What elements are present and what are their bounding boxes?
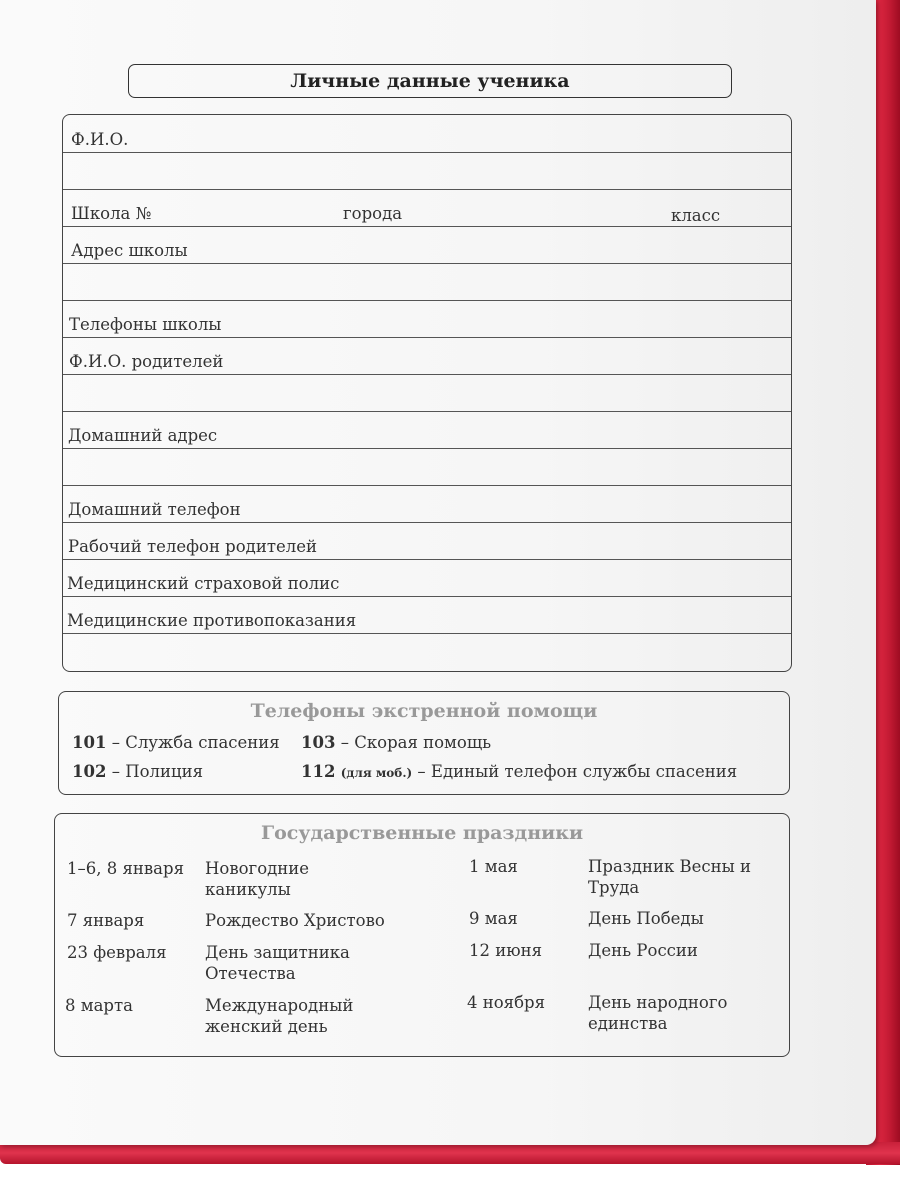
label-class: класс <box>671 206 721 225</box>
emergency-text: – Полиция <box>111 762 204 781</box>
form-line <box>63 633 791 634</box>
holiday-name: День России <box>588 941 698 960</box>
form-line <box>63 448 791 449</box>
emergency-code: 101 <box>72 733 107 752</box>
holiday-name: День народного единства <box>588 993 728 1033</box>
emergency-item <box>72 733 280 752</box>
label-city: города <box>343 204 403 223</box>
emergency-item <box>301 733 491 752</box>
emergency-item <box>301 762 737 781</box>
emergency-item <box>72 762 203 781</box>
personal-data-form <box>62 114 792 672</box>
form-line <box>63 152 791 153</box>
label-medical-contraindications: Медицинские противопоказания <box>67 611 357 630</box>
emergency-note: (для моб.) <box>340 766 413 780</box>
emergency-code: 112 <box>301 762 336 781</box>
label-home-address: Домашний адрес <box>68 426 218 445</box>
emergency-text: – Служба спасения <box>111 733 280 752</box>
label-school-address: Адрес школы <box>71 241 188 260</box>
form-line <box>63 411 791 412</box>
emergency-code: 103 <box>301 733 336 752</box>
form-line <box>63 485 791 486</box>
holidays-box <box>54 813 790 1057</box>
emergency-title: Телефоны экстренной помощи <box>250 700 598 722</box>
holiday-name: День защитника Отечества <box>205 943 350 983</box>
form-line <box>63 559 791 560</box>
holiday-name: Рождество Христово <box>205 911 385 930</box>
holiday-date: 7 января <box>67 911 145 930</box>
holiday-name: День Победы <box>588 909 704 928</box>
label-school-phones: Телефоны школы <box>69 315 222 334</box>
emergency-phones-box <box>58 691 790 795</box>
label-fio: Ф.И.О. <box>71 130 129 149</box>
holiday-date: 9 мая <box>469 909 518 928</box>
label-parents-fio: Ф.И.О. родителей <box>69 352 224 371</box>
holiday-date: 8 марта <box>65 996 133 1015</box>
emergency-text: – Единый телефон службы спасения <box>417 762 738 781</box>
form-line <box>63 226 791 227</box>
holidays-title: Государственные праздники <box>260 822 584 844</box>
page-title: Личные данные ученика <box>128 64 732 98</box>
form-line <box>63 300 791 301</box>
holiday-name: Международный женский день <box>205 996 354 1036</box>
holiday-date: 1 мая <box>469 857 518 876</box>
form-line <box>63 374 791 375</box>
emergency-text: – Скорая помощь <box>340 733 492 752</box>
emergency-code: 102 <box>72 762 107 781</box>
holiday-date: 23 февраля <box>67 943 167 962</box>
label-parents-work-phone: Рабочий телефон родителей <box>68 537 317 556</box>
form-line <box>63 596 791 597</box>
form-line <box>63 263 791 264</box>
holiday-date: 1–6, 8 января <box>67 859 184 878</box>
diary-cover-edge-bottom <box>0 1142 900 1164</box>
form-line <box>63 522 791 523</box>
holiday-name: Новогодние каникулы <box>205 859 310 899</box>
label-medical-policy: Медицинский страховой полис <box>67 574 340 593</box>
holiday-date: 4 ноября <box>467 993 545 1012</box>
form-line <box>63 189 791 190</box>
holiday-date: 12 июня <box>469 941 543 960</box>
label-school-no: Школа № <box>71 204 152 223</box>
form-line <box>63 337 791 338</box>
label-home-phone: Домашний телефон <box>68 500 241 519</box>
holiday-name: Праздник Весны и Труда <box>588 857 752 897</box>
